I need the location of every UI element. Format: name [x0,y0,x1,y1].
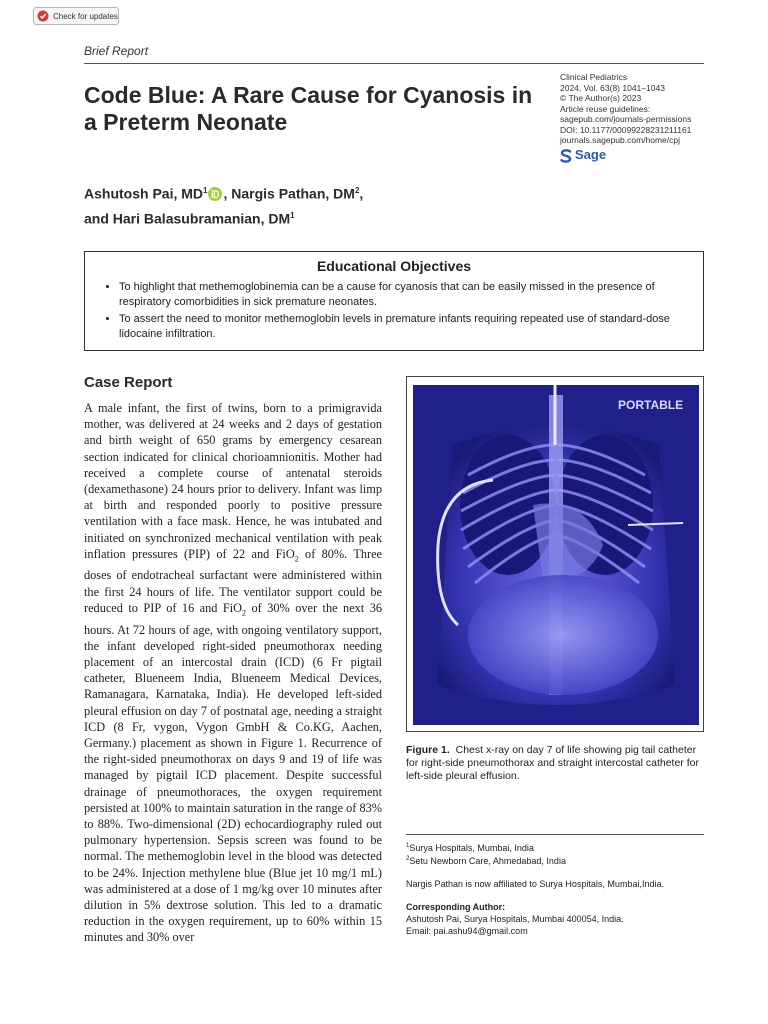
affiliation-text: Setu Newborn Care, Ahmedabad, India [409,856,566,866]
author-3: and Hari Balasubramanian, DM [84,210,291,227]
fio2-subscript: 2 [294,554,299,564]
article-type: Brief Report [84,44,149,58]
journal-site-link[interactable]: journals.sagepub.com/home/cpj [560,135,681,145]
affiliation-1 [406,840,706,854]
case-report-heading: Case Report [84,374,173,391]
permissions-link[interactable]: sagepub.com/journals-permissions [560,114,692,124]
author-1-affiliation: 1 [203,186,208,195]
crossmark-icon [37,10,49,22]
check-for-updates-badge[interactable] [33,7,119,25]
author-2-affiliation: 2 [354,186,360,195]
corresponding-address: Ashutosh Pai, Surya Hospitals, Mumbai 400054, India. [406,914,624,924]
objectives-heading: Educational Objectives [316,258,472,274]
check-for-updates-label: Check for updates [53,11,118,21]
figure-caption [406,744,706,783]
corresponding-heading-text: Corresponding Author: [406,902,506,912]
corresponding-author-heading [406,901,706,913]
case-report-text [84,400,382,946]
footnote-divider [406,834,704,835]
fio2-subscript: 2 [242,608,247,618]
affiliation-text: Surya Hospitals, Mumbai, India [409,843,534,853]
affiliation-number: 1 [406,843,410,849]
author-2: , Nargis Pathan, DM [223,185,355,202]
chest-xray-image [413,385,699,725]
abdomen [468,575,658,695]
corresponding-email-link[interactable]: Email: pai.ashu94@gmail.com [406,926,528,936]
affiliation-note: Nargis Pathan is now affiliated to Surya Hospitals, Mumbai,India. [406,879,664,889]
publisher-logo [560,149,730,163]
affiliation-2 [406,853,706,867]
case-text-part-3: of 30% over the next 36 hours. At 72 hours of age, with ongoing ventilatory support, the infant developed right-sided pneumothorax needing placement of an intercostal drain (ICD) (6 Fr pigtail catheter, Blueneem India, Blueneem Medical Devices, Ramanagara, Karnataka, India). He developed left-sided pleural effusion on day 7 of postnatal age, needing a straight ICD (8 Fr, vygon, Vygon GmbH & Co.KG, Aachen, Germany.) placement as shown in Figure 1. Recurrence of the right-sided pneumothorax on days 9 and 19 of life was managed by pigtail ICD placement. Despite successful drainage of pneumothoraces, the oxygen requirement persisted at 100% to maintain saturation in the range of 83% to 88%. Two-dimensional (2D) echocardiography ruled out pulmonary hypertension. Sepsis screen was found to be normal. The methemoglobin level in the blood was detected to be 24%. Injection methylene blue (Blue jet 10 mg/1 mL) was administered at a dose of 1 mg/kg over 10 minutes after dilution in 5% dextrose solution. This led to a dramatic reduction in the oxygen requirement, up to 60% within 15 minutes and 30% over [84,600,382,945]
figure-1 [406,376,704,732]
caption-text: Chest x-ray on day 7 of life showing pig tail catheter for right-side pneumothorax and straight intercostal catheter for left-side pleural effusion. [406,744,699,782]
publisher-name: Sage [575,147,607,163]
affiliation-number: 2 [406,856,410,862]
orcid-icon[interactable] [208,186,222,206]
article-title: Code Blue: A Rare Cause for Cyanosis in a Preterm Neonate [84,82,533,135]
xray-portable-label: PORTABLE [618,398,684,412]
journal-meta [560,72,730,163]
author-list [84,181,484,228]
objective-item: • To highlight that methemoglobinemia can be a cause for cyanosis that can be easily missed in the presence of respiratory comorbidities in sick premature neonates. [119,280,691,310]
author-3-affiliation: 1 [290,210,295,220]
sage-s-icon [560,149,572,163]
objectives-list [97,280,691,342]
journal-volume: 2024, Vol. 63(8) 1041–1043 [560,82,665,93]
case-text-part-2: of 80%. Three doses of endotracheal surfactant were administered within the first 24 hours of life. The ventilator support could be reduced to PIP of 16 and FiO [84,546,382,615]
objective-item: • To assert the need to monitor methemoglobin levels in premature infants requiring repeated use of standard-dose lidocaine infiltration. [119,312,691,342]
case-text-part-1: A male infant, the first of twins, born to a primigravida mother, was delivered at 24 weeks and 2 days of gestation and birth weight of 650 grams by emergency cesarean section indicated for clinical chorioamnionitis. Mother had received a complete course of antenatal steroids (dexamethasone) 24 hours prior to delivery. Infant was limp at birth and responded poorly to positive pressure ventilation with a face mask. Hence, he was intubated and initiated on synchronized mechanical ventilation with peak inflation pressures (PIP) of 22 and FiO [84,401,382,561]
header-divider [84,63,704,64]
author-separator: , [359,185,364,202]
caption-label: Figure 1. [406,744,450,756]
educational-objectives-box [84,251,704,351]
reuse-guidelines: Article reuse guidelines: [560,103,651,114]
copyright: © The Author(s) 2023 [560,93,642,103]
journal-name: Clinical Pediatrics [560,72,628,82]
doi-link[interactable]: DOI: 10.1177/00099228231211161 [560,124,692,135]
author-1: Ashutosh Pai, MD [84,185,204,202]
